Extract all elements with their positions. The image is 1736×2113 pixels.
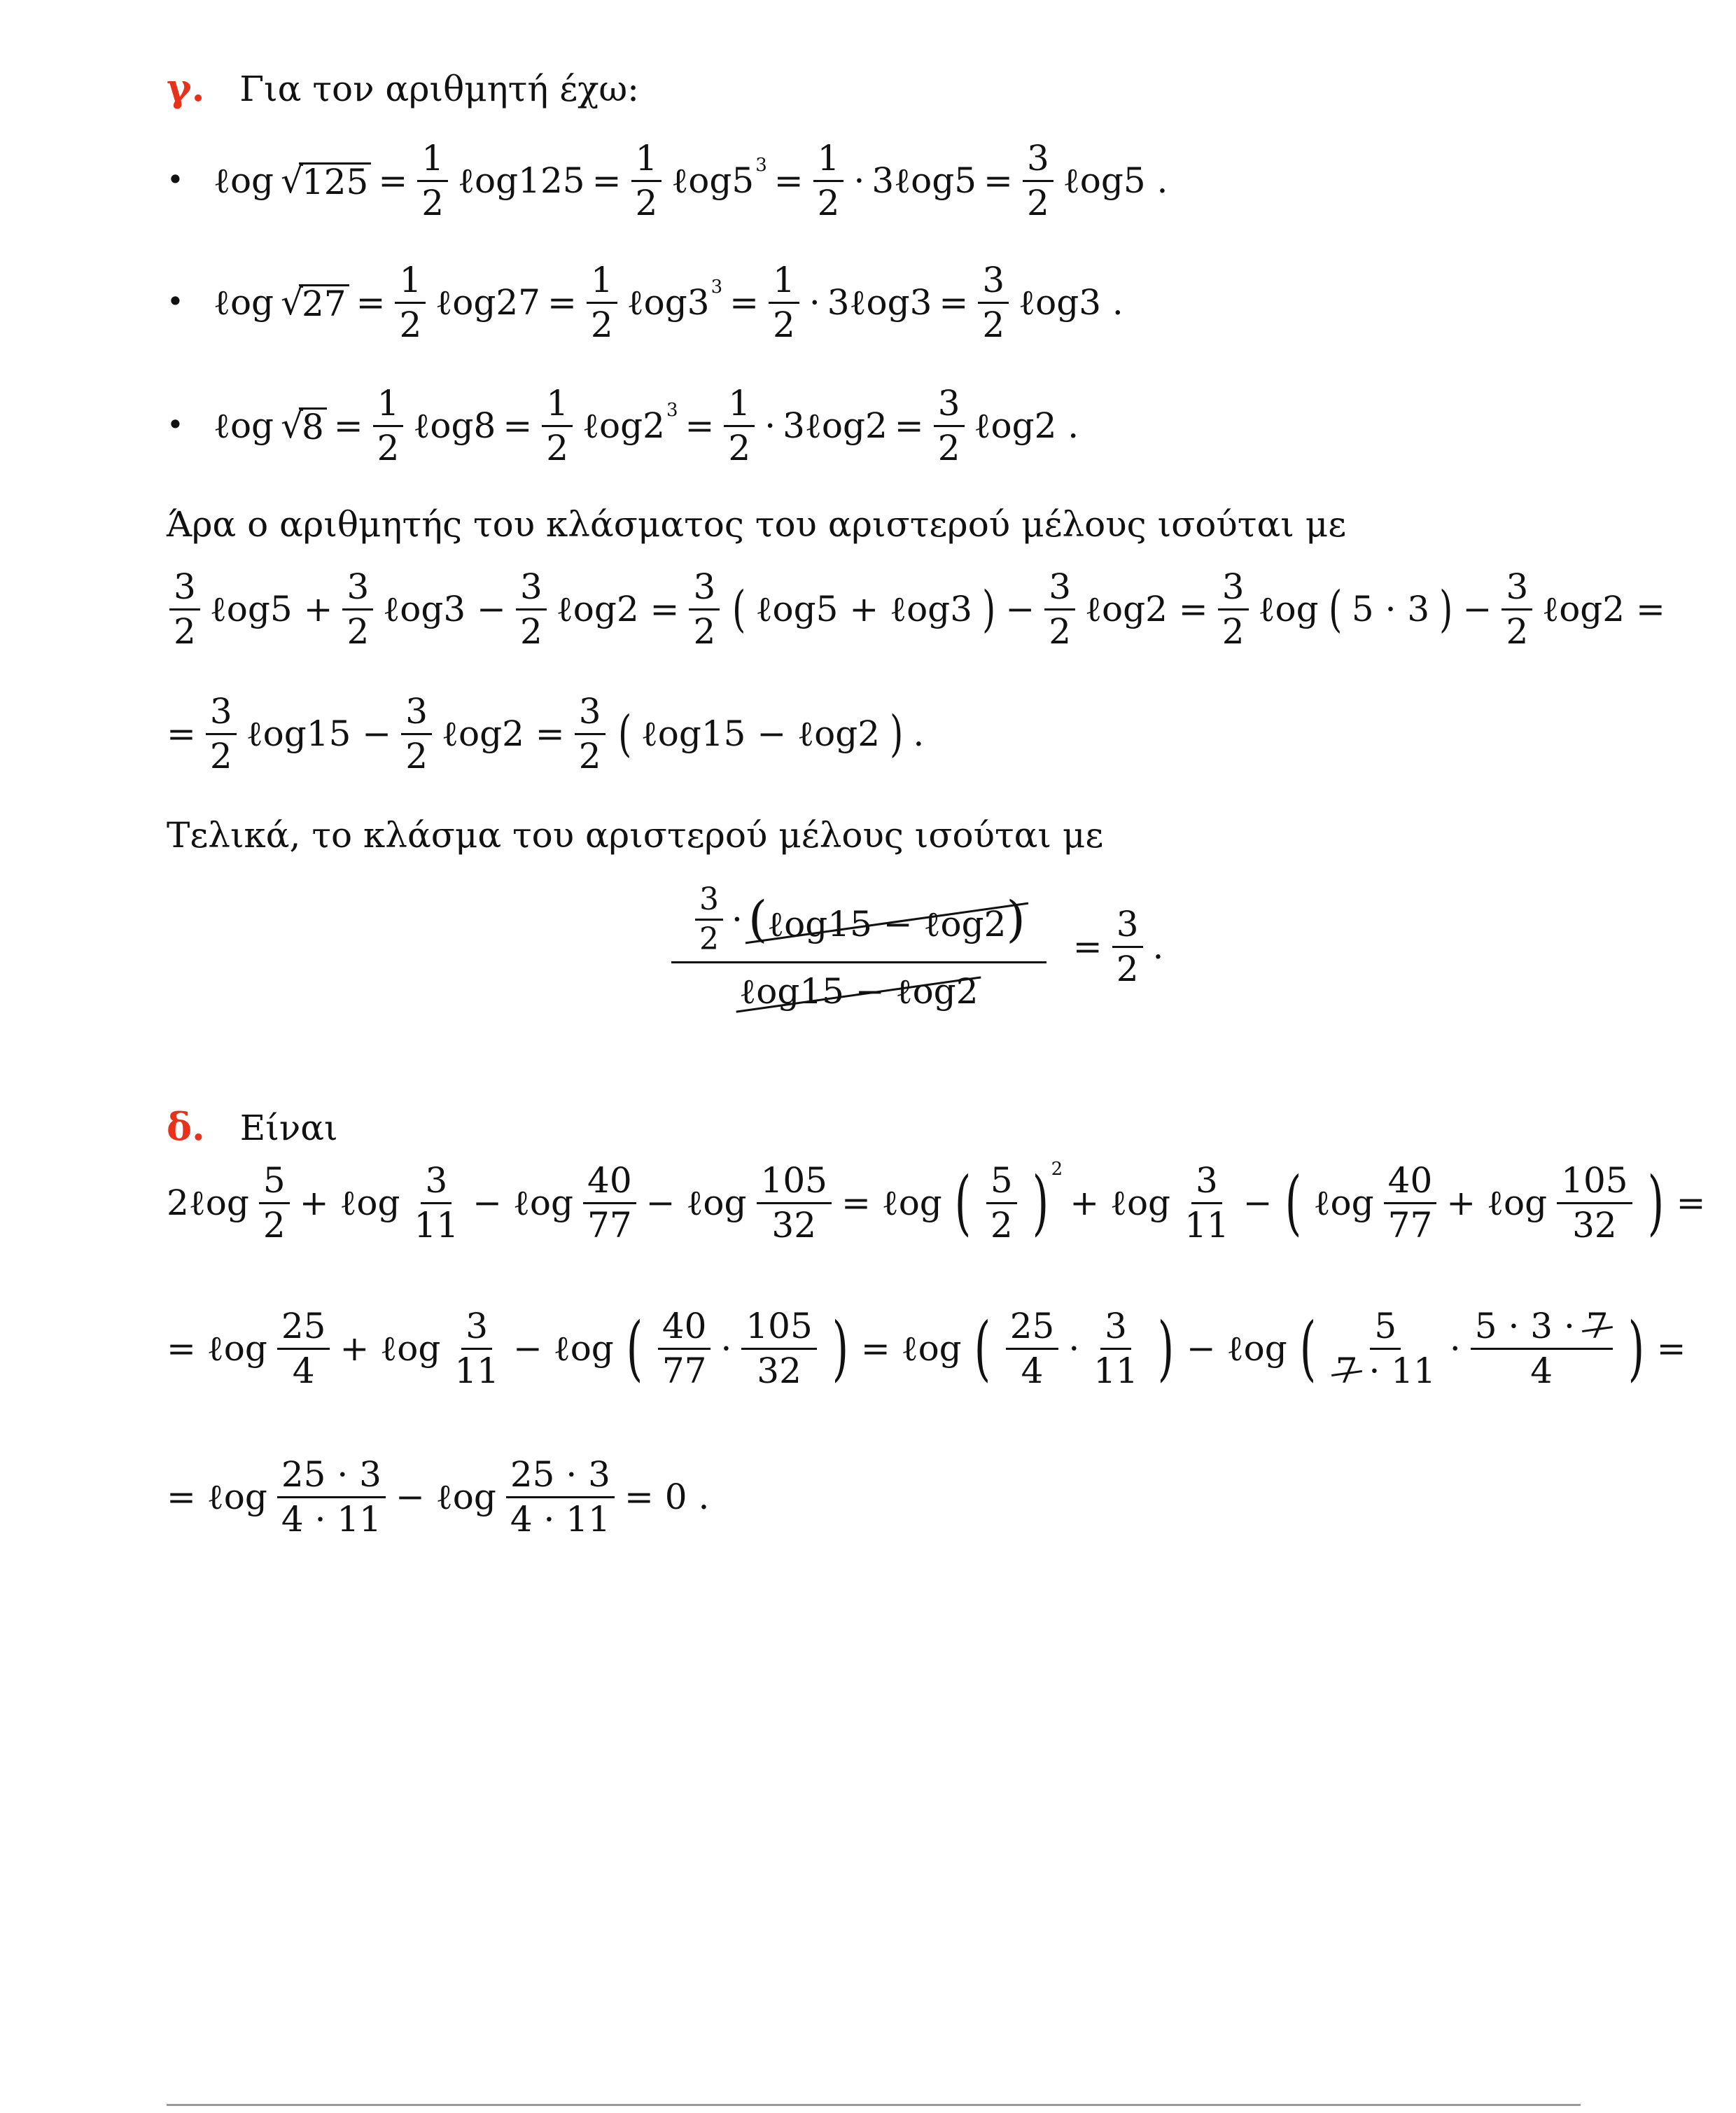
dot: · (808, 282, 820, 323)
numerator: 105 (1557, 1162, 1632, 1204)
fraction (277, 1454, 386, 1540)
denominator: 4 · 11 (510, 1498, 610, 1540)
fraction (410, 1160, 463, 1246)
numerator: 25 · 3 (277, 1456, 386, 1498)
denominator: 77 (662, 1350, 707, 1391)
math-text: ℓog2 (582, 405, 665, 446)
math-text: ℓog3 − (383, 589, 506, 629)
dot: · (1068, 1328, 1080, 1369)
math-text: − ℓog (1186, 1328, 1287, 1369)
fraction (401, 693, 432, 774)
cancelled-term: ℓog15 − ℓog2 (739, 971, 979, 1012)
math-text: . (1152, 926, 1164, 968)
numerator: 3 (978, 262, 1009, 304)
dot: · (1449, 1328, 1461, 1369)
fraction (259, 1160, 290, 1246)
denominator: 2 (399, 304, 422, 345)
left-paren: ( (1328, 580, 1342, 638)
math-text: + ℓog (299, 1183, 400, 1223)
fraction (1180, 1160, 1233, 1246)
fraction (373, 385, 404, 466)
denominator (1331, 1350, 1440, 1390)
denominator: 2 (546, 427, 569, 468)
numerator: 3 (689, 569, 720, 611)
right-paren: ) (832, 1307, 849, 1389)
equation-d-2 (167, 1308, 1686, 1389)
radicand: 27 (299, 284, 349, 321)
math-text: ℓog2 = (1542, 589, 1665, 629)
math-text: ℓog (214, 160, 274, 201)
denominator: 2 (578, 735, 601, 776)
math-text: 3ℓog5 (872, 160, 977, 201)
denominator: 2 (937, 427, 960, 468)
fraction (395, 262, 426, 343)
fraction (516, 566, 547, 652)
equals: = (356, 282, 386, 323)
denominator: 2 (590, 304, 613, 345)
cancelled-term: 7 (1586, 1306, 1609, 1346)
equals: = (503, 405, 533, 446)
denominator: 2 (377, 427, 400, 468)
math-text: ℓog (214, 405, 274, 446)
denominator: 77 (1387, 1204, 1433, 1246)
denominator: 2 (990, 1204, 1013, 1246)
radicand: 8 (299, 407, 327, 445)
math-text: ℓog (1313, 1183, 1374, 1223)
math-text: + ℓog (1070, 1183, 1171, 1223)
fraction (342, 566, 373, 652)
numerator: 3 (1044, 569, 1075, 611)
fraction (506, 1454, 615, 1540)
paragraph: Άρα ο αριθμητής του κλάσματος του αριστερού μέλους ισούται με (167, 504, 1347, 545)
denominator: 2 (346, 611, 370, 652)
math-text: . (913, 713, 925, 754)
math-text: ℓog15 − ℓog2 (767, 903, 1007, 944)
equals: = (167, 713, 196, 754)
numerator: 1 (769, 262, 799, 304)
denominator: 77 (587, 1204, 632, 1246)
fraction (1557, 1160, 1632, 1246)
math-text: − ℓog (395, 1477, 496, 1517)
math-text: ℓog2 = (556, 589, 680, 629)
right-paren: ) (1006, 890, 1026, 948)
numerator: 40 (1384, 1162, 1437, 1204)
right-paren: ) (982, 580, 996, 638)
dot: · (732, 899, 743, 940)
numerator: 1 (417, 140, 448, 182)
math-text: 5 · 3 · (1474, 1306, 1575, 1346)
bullet-dot: • (167, 284, 184, 319)
denominator: 2 (1506, 611, 1529, 652)
numerator: 3 (1502, 569, 1532, 611)
denominator: 32 (1572, 1204, 1617, 1246)
denominator: 2 (699, 921, 719, 958)
denominator: 2 (209, 735, 232, 776)
denominator: 2 (635, 182, 658, 223)
equals: = (983, 160, 1013, 201)
exponent: 2 (1051, 1159, 1063, 1180)
math-text: = ℓog (841, 1183, 942, 1223)
denominator: 32 (757, 1350, 802, 1391)
math-text: ℓog125 (458, 160, 585, 201)
numerator: 3 (401, 693, 432, 735)
fraction (450, 1308, 503, 1389)
denominator: 4 (292, 1350, 315, 1391)
fraction (1112, 906, 1143, 987)
numerator: 25 (277, 1308, 330, 1350)
denominator: 2 (405, 735, 428, 776)
math-text: = 0 . (624, 1477, 710, 1517)
denominator: 2 (519, 611, 542, 652)
right-paren: ) (1628, 1307, 1644, 1389)
denominator: 4 (1530, 1350, 1553, 1391)
denominator: 32 (771, 1204, 817, 1246)
fraction (169, 566, 200, 652)
fraction (769, 262, 799, 343)
fraction (1384, 1160, 1437, 1246)
denominator: 2 (1049, 611, 1072, 652)
footer-rule (167, 2104, 1581, 2106)
math-text: + ℓog (340, 1328, 441, 1369)
denominator: 2 (1222, 611, 1245, 652)
left-paren: ( (617, 705, 631, 762)
left-paren: ( (748, 890, 768, 948)
denominator: 2 (174, 611, 196, 652)
numerator: 40 (583, 1162, 636, 1204)
math-text (671, 155, 767, 201)
numerator: 3 (516, 569, 547, 611)
right-paren: ) (1647, 1162, 1664, 1243)
numerator: 3 (421, 1162, 451, 1204)
cancelled-term: 7 (1335, 1350, 1358, 1391)
numerator: 1 (587, 262, 617, 304)
math-text: = ℓog (167, 1328, 267, 1369)
fraction (631, 140, 662, 221)
exponent: 3 (666, 400, 678, 421)
equation-numerator-sum (167, 566, 1665, 652)
right-paren: ) (890, 705, 904, 762)
equals: = (1676, 1183, 1706, 1223)
big-fraction (671, 881, 1046, 1012)
numerator: 3 (934, 385, 965, 427)
fraction (1044, 566, 1075, 652)
fraction (934, 385, 965, 466)
sqrt-sign: √ 8 (281, 407, 327, 445)
section-c-heading (167, 65, 640, 110)
denominator: 2 (773, 304, 795, 345)
numerator: 5 (259, 1162, 290, 1204)
fraction (1471, 1308, 1613, 1389)
numerator: 3 (1191, 1162, 1222, 1204)
math-text: 3ℓog2 (783, 405, 888, 446)
equals: = (894, 405, 924, 446)
fraction (1006, 1308, 1059, 1389)
math-text: · 11 (1368, 1350, 1436, 1391)
math-text: = ℓog (167, 1477, 267, 1517)
math-text: 2ℓog (167, 1183, 249, 1223)
numerator: 1 (631, 140, 662, 182)
left-paren: ( (732, 580, 746, 638)
sqrt-sign: √ 27 (281, 284, 349, 321)
denominator: 4 · 11 (281, 1498, 382, 1540)
left-paren: ( (974, 1307, 990, 1389)
equation-bullet-3 (214, 385, 1079, 466)
equals: = (1072, 926, 1102, 968)
paragraph: Τελικά, το κλάσμα του αριστερού μέλους ισούται με (167, 815, 1104, 856)
section-d-intro: Είναι (239, 1108, 338, 1148)
math-text: ℓog3 (626, 282, 710, 323)
math-text: 3ℓog3 (827, 282, 932, 323)
denominator: 2 (1026, 182, 1049, 223)
numerator: 1 (395, 262, 426, 304)
numerator: 1 (724, 385, 755, 427)
dot: · (764, 405, 776, 446)
math-text: − ℓog (645, 1183, 747, 1223)
cancelled-term (748, 890, 1026, 948)
numerator: 1 (813, 140, 844, 182)
math-text: ℓog15 − (246, 713, 392, 754)
fraction (1502, 566, 1532, 652)
dot: · (853, 160, 865, 201)
bullet-dot: • (167, 162, 184, 197)
denominator: 11 (454, 1350, 499, 1391)
numerator: 3 (169, 569, 200, 611)
denominator: 2 (728, 427, 751, 468)
equation-d-1 (167, 1159, 1706, 1246)
equation-final-fraction (668, 881, 1164, 1012)
math-text: − (1242, 1183, 1273, 1223)
equals: = (774, 160, 804, 201)
section-c-label: γ. (167, 65, 205, 110)
fraction (417, 140, 448, 221)
equals: = (592, 160, 622, 201)
equals: = (547, 282, 577, 323)
equals: = (939, 282, 969, 323)
math-text: ℓog (1258, 589, 1319, 629)
fraction (724, 385, 755, 466)
fraction (658, 1308, 711, 1389)
denominator: 11 (1093, 1350, 1138, 1391)
math-text: − ℓog (512, 1328, 614, 1369)
fraction (1218, 566, 1249, 652)
fraction (1089, 1308, 1142, 1389)
left-paren: ( (954, 1162, 972, 1243)
fraction (689, 566, 720, 652)
numerator: 3 (1218, 569, 1249, 611)
denominator: 2 (421, 182, 444, 223)
equals: = (378, 160, 408, 201)
math-text: ℓog8 (413, 405, 496, 446)
section-d-heading (167, 1104, 338, 1149)
equals: = (333, 405, 363, 446)
dot: · (720, 1328, 732, 1369)
fraction (277, 1308, 330, 1389)
denominator: 2 (262, 1204, 286, 1246)
left-paren: ( (626, 1307, 643, 1389)
numerator: 105 (757, 1162, 832, 1204)
bullet-dot: • (167, 407, 184, 442)
fraction (575, 693, 606, 774)
fraction (695, 881, 723, 958)
denominator: 2 (693, 611, 716, 652)
numerator: 3 (1023, 140, 1054, 182)
denominator: 11 (1184, 1204, 1229, 1246)
left-paren: ( (1299, 1307, 1316, 1389)
fraction (757, 1160, 832, 1246)
fraction (583, 1160, 636, 1246)
denominator: 2 (982, 304, 1005, 345)
denominator (735, 963, 982, 1010)
fraction (813, 140, 844, 221)
numerator: 25 · 3 (506, 1456, 615, 1498)
numerator: 1 (373, 385, 404, 427)
right-paren: ) (1032, 1162, 1049, 1243)
math-text: ℓog2 . (974, 405, 1079, 446)
numerator: 3 (342, 569, 373, 611)
exponent: 3 (755, 155, 767, 176)
denominator: 2 (817, 182, 840, 223)
radicand: 125 (299, 162, 371, 200)
equals: = (729, 282, 760, 323)
math-text: ℓog (214, 282, 274, 323)
left-paren: ( (1284, 1162, 1301, 1243)
numerator: 3 (1100, 1308, 1131, 1350)
equals: = (685, 405, 715, 446)
numerator: 3 (461, 1308, 492, 1350)
right-paren: ) (1439, 580, 1453, 638)
math-text: ℓog5 + (209, 589, 333, 629)
fraction (978, 262, 1009, 343)
numerator: 5 (1370, 1308, 1401, 1350)
math-text: − (1005, 589, 1035, 629)
numerator (1471, 1308, 1613, 1350)
numerator: 3 (695, 884, 723, 921)
denominator: 4 (1021, 1350, 1044, 1391)
denominator: 11 (414, 1204, 459, 1246)
math-text: ℓog15 − ℓog2 (640, 713, 881, 754)
fraction (587, 262, 617, 343)
denominator: 2 (1116, 948, 1139, 989)
math-text: = ℓog (860, 1328, 962, 1369)
math-text: ℓog3 . (1018, 282, 1124, 323)
exponent: 3 (710, 277, 723, 298)
sqrt-sign: √ 125 (281, 162, 371, 200)
numerator (671, 881, 1046, 963)
fraction (1331, 1308, 1440, 1389)
fraction (542, 385, 573, 466)
equation-bullet-1 (214, 140, 1168, 221)
section-c-intro: Για τον αριθμητή έχω: (239, 69, 640, 109)
math-text: − (1462, 589, 1492, 629)
numerator: 25 (1006, 1308, 1059, 1350)
equation-numerator-simplified (167, 693, 924, 774)
numerator: 3 (1112, 906, 1143, 948)
math-text (626, 277, 723, 323)
numerator: 5 (986, 1162, 1017, 1204)
math-text (582, 400, 678, 446)
numerator: 3 (206, 693, 237, 735)
math-text: ℓog5 . (1063, 160, 1168, 201)
fraction (1023, 140, 1054, 221)
numerator: 40 (658, 1308, 711, 1350)
math-text: 5 · 3 (1351, 589, 1430, 629)
numerator: 1 (542, 385, 573, 427)
math-text: ℓog2 = (442, 713, 565, 754)
math-text: ℓog2 = (1085, 589, 1208, 629)
math-text: ℓog5 + ℓog3 (755, 589, 973, 629)
section-d-label: δ. (167, 1104, 205, 1149)
math-text: + ℓog (1446, 1183, 1548, 1223)
right-paren: ) (1157, 1307, 1175, 1389)
numerator: 3 (575, 693, 606, 735)
numerator: 105 (741, 1308, 816, 1350)
equation-d-3 (167, 1454, 710, 1540)
equation-bullet-2 (214, 262, 1124, 343)
fraction (986, 1160, 1017, 1246)
math-text: − ℓog (472, 1183, 574, 1223)
math-text: ℓog5 (671, 160, 755, 201)
equals: = (1656, 1328, 1686, 1369)
fraction (206, 693, 237, 774)
math-text: ℓog27 (435, 282, 540, 323)
fraction (741, 1308, 816, 1389)
